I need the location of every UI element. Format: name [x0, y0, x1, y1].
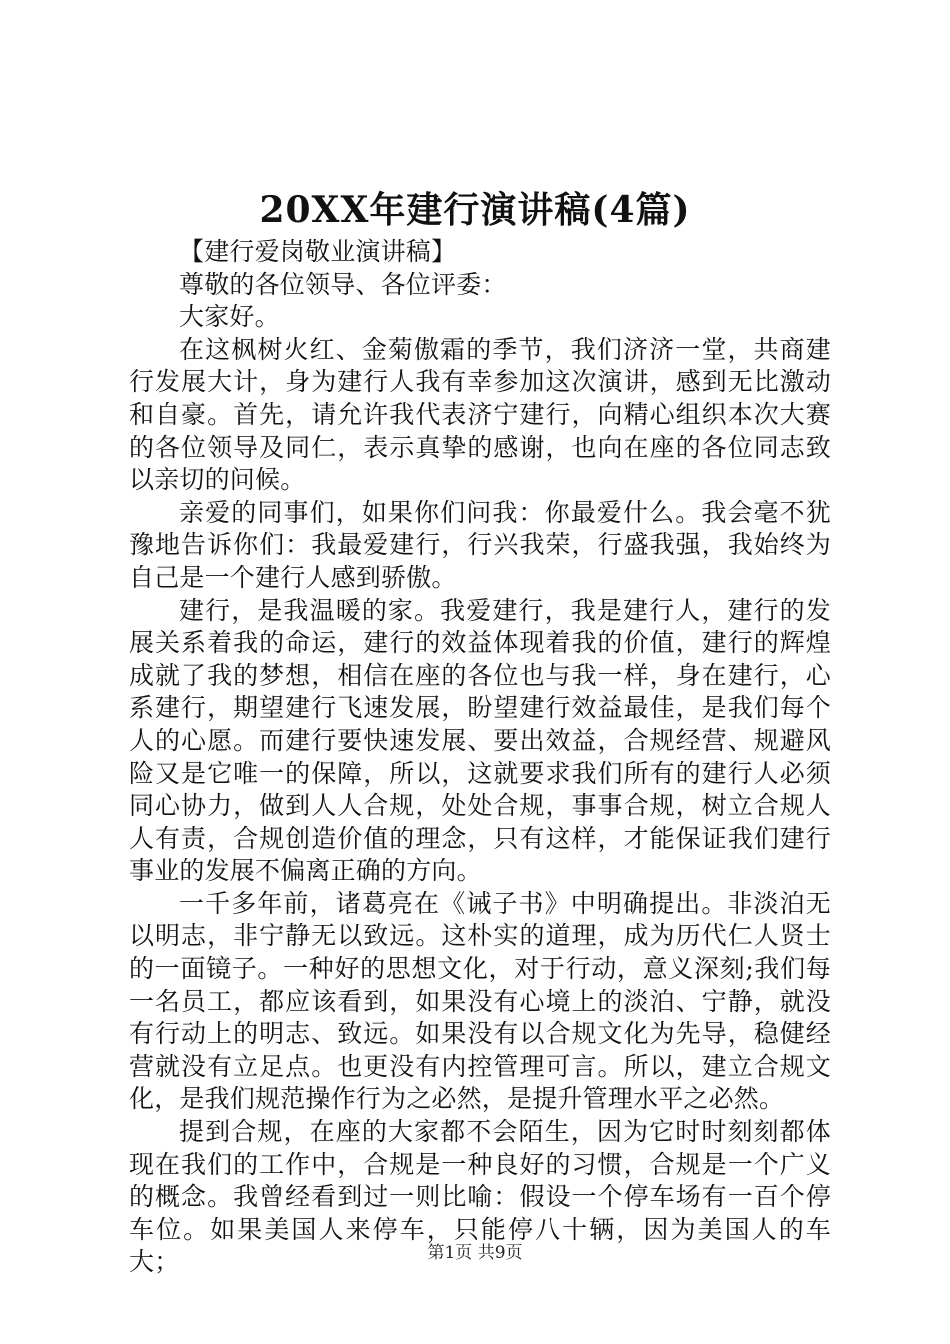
paragraph: 提到合规，在座的大家都不会陌生，因为它时时刻刻都体现在我们的工作中，合规是一种良好的习惯，合规是一个广义的概念。我曾经看到过一则比喻：假设一个停车场有一百个停车位。如果美国人来停车，只能停八十辆，因为美国人的车大； [129, 1117, 831, 1277]
paragraph: 建行，是我温暖的家。我爱建行，我是建行人，建行的发展关系着我的命运，建行的效益体现着我的价值，建行的辉煌成就了我的梦想，相信在座的各位也与我一样，身在建行，心系建行，期望建行飞速发展，盼望建行效益最佳，是我们每个人的心愿。而建行要快速发展、要出效益，合规经营、规避风险又是它唯一的保障，所以，这就要求我们所有的建行人必须同心协力，做到人人合规，处处合规，事事合规，树立合规人人有责，合规创造价值的理念，只有这样，才能保证我们建行事业的发展不偏离正确的方向。 [129, 595, 831, 886]
greeting: 大家好。 [179, 302, 280, 332]
section-heading: 【建行爱岗敬业演讲稿】 [179, 237, 457, 266]
paragraph: 亲爱的同事们，如果你们问我：你最爱什么。我会毫不犹豫地告诉你们：我最爱建行，行兴我荣，行盛我强，我始终为自己是一个建行人感到骄傲。 [129, 497, 831, 592]
document-body [129, 236, 831, 1279]
salutation: 尊敬的各位领导、各位评委： [179, 269, 507, 299]
page-number: 第1页 共9页 [427, 1243, 523, 1263]
document-title: 20XX年建行演讲稿(4篇) [259, 189, 691, 231]
paragraph: 在这枫树火红、金菊傲霜的季节，我们济济一堂，共商建行发展大计，身为建行人我有幸参加这次演讲，感到无比激动和自豪。首先，请允许我代表济宁建行，向精心组织本次大赛的各位领导及同仁，表示真挚的感谢，也向在座的各位同志致以亲切的问候。 [129, 334, 831, 495]
paragraph: 一千多年前，诸葛亮在《诫子书》中明确提出。非淡泊无以明志，非宁静无以致远。这朴实的道理，成为历代仁人贤士的一面镜子。一种好的思想文化，对于行动，意义深刻;我们每一名员工，都应该看到，如果没有心境上的淡泊、宁静，就没有行动上的明志、致远。如果没有以合规文化为先导，稳健经营就没有立足点。也更没有内控管理可言。所以，建立合规文化，是我们规范操作行为之必然，是提升管理水平之必然。 [129, 888, 831, 1114]
